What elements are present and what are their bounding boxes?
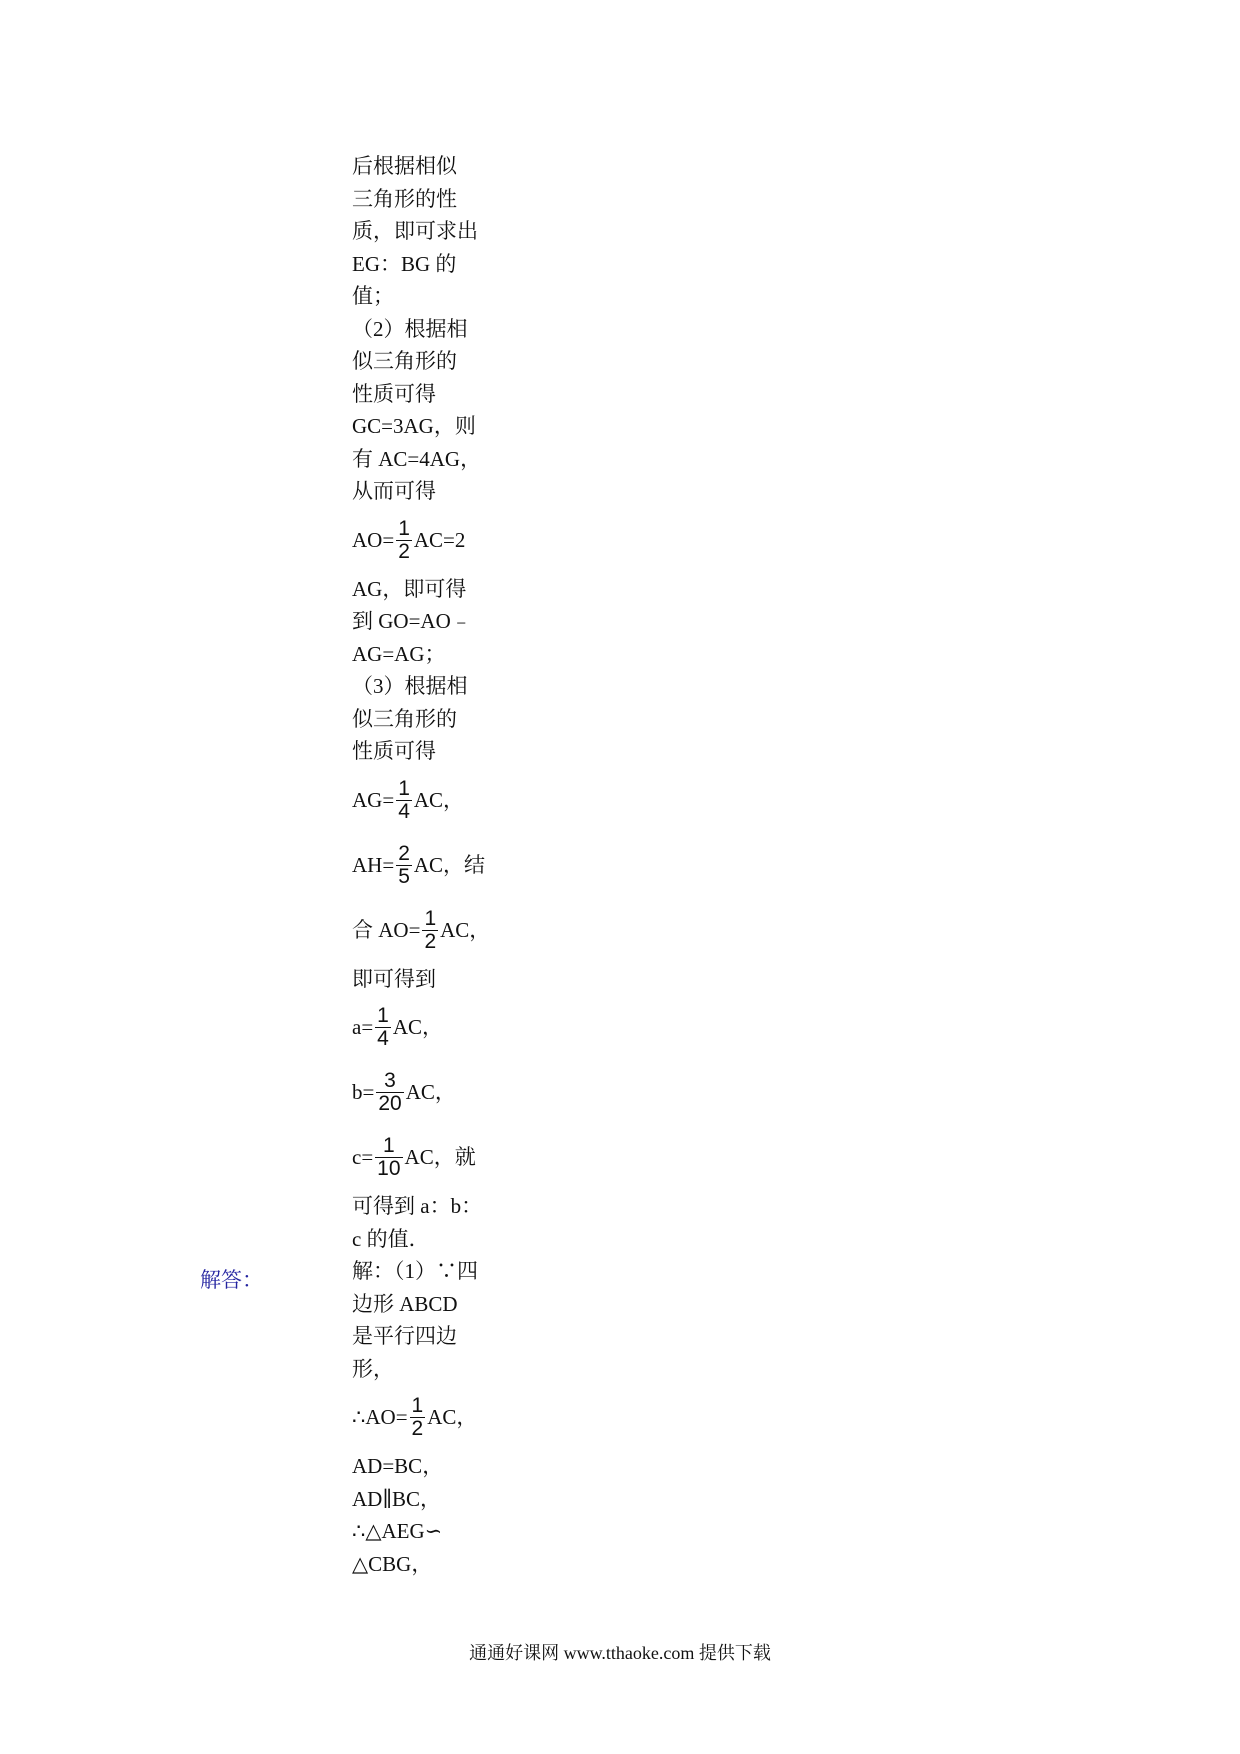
text-line: ∴△AEG∽ <box>352 1519 443 1543</box>
formula-suffix: AC， <box>440 917 491 942</box>
fraction <box>396 778 412 823</box>
denominator: 5 <box>398 864 410 888</box>
formula-line <box>352 995 502 1060</box>
denominator: 2 <box>424 929 437 953</box>
text-line: 是平行四边 <box>352 1324 457 1348</box>
text-line: 有 AC=4AG， <box>352 446 482 471</box>
formula-prefix: a= <box>352 1015 374 1039</box>
denominator: 20 <box>378 1092 402 1115</box>
numerator: 1 <box>411 1394 424 1417</box>
formula-prefix: 合 AO= <box>352 917 421 942</box>
footer-text: 通通好课网 www.tthaoke.com 提供下载 <box>469 1643 771 1663</box>
fraction <box>376 1070 403 1115</box>
text-line: 形， <box>352 1356 394 1381</box>
text-line: △CBG， <box>352 1551 433 1576</box>
fraction <box>375 1135 402 1180</box>
text-line: 似三角形的 <box>352 349 457 373</box>
fraction <box>396 518 412 563</box>
numerator: 1 <box>398 776 410 800</box>
text-line: 性质可得 <box>352 739 436 763</box>
fraction <box>396 843 412 888</box>
formula-line <box>352 1385 502 1450</box>
formula-prefix: AO= <box>352 527 395 552</box>
text-line: 从而可得 <box>352 479 436 503</box>
text-line: 似三角形的 <box>352 706 457 731</box>
formula-prefix: AG= <box>352 787 395 812</box>
denominator: 4 <box>398 799 410 823</box>
text-line: 解：（1）∵四 <box>352 1259 478 1283</box>
text-line: EG：BG 的 <box>352 251 457 276</box>
text-line: 后根据相似 <box>352 154 457 178</box>
numerator: 1 <box>377 1004 389 1027</box>
formula-line <box>352 508 502 573</box>
text-line: 边形 ABCD <box>352 1291 458 1316</box>
formula-prefix: c= <box>352 1145 374 1169</box>
denominator: 10 <box>377 1157 401 1180</box>
numerator: 2 <box>398 841 410 865</box>
formula-line <box>352 768 502 833</box>
denominator: 2 <box>411 1417 424 1440</box>
numerator: 1 <box>398 516 410 540</box>
text-line: （3）根据相 <box>352 674 468 698</box>
formula-suffix: AC，就 <box>404 1145 476 1169</box>
formula-suffix: AC=2 <box>413 527 466 552</box>
text-line: AD∥BC， <box>352 1486 442 1511</box>
formula-suffix: AC，结 <box>413 852 486 877</box>
text-line: AG，即可得 <box>352 576 467 601</box>
denominator: 4 <box>377 1027 389 1050</box>
numerator: 3 <box>384 1069 396 1092</box>
formula-prefix: b= <box>352 1080 375 1104</box>
text-line: AD=BC， <box>352 1454 444 1478</box>
formula-prefix: AH= <box>352 852 395 877</box>
formula-line <box>352 833 502 898</box>
formula-suffix: AC， <box>392 1015 444 1039</box>
formula-line <box>352 1060 502 1125</box>
text-line: GC=3AG，则 <box>352 414 476 438</box>
solution-column <box>352 150 502 1580</box>
text-line: c 的值． <box>352 1226 430 1251</box>
numerator: 1 <box>383 1134 395 1157</box>
text-line: 质，即可求出 <box>352 219 478 243</box>
fraction <box>410 1395 426 1440</box>
text-line: 性质可得 <box>352 381 436 406</box>
text-line: 三角形的性 <box>352 186 457 211</box>
text-line: （2）根据相 <box>352 316 468 341</box>
text-line: 可得到 a：b： <box>352 1194 483 1218</box>
text-line: 即可得到 <box>352 966 436 991</box>
formula-suffix: AC， <box>413 787 465 812</box>
text-line: 值； <box>352 284 394 308</box>
denominator: 2 <box>398 539 410 563</box>
formula-suffix: AC， <box>427 1405 478 1429</box>
formula-line <box>352 1125 502 1190</box>
fraction <box>422 908 438 953</box>
formula-line <box>352 898 502 963</box>
formula-prefix: ∴AO= <box>352 1405 408 1429</box>
formula-suffix: AC， <box>405 1080 456 1104</box>
answer-label: 解答： <box>200 1268 263 1292</box>
text-line: 到 GO=AO﹣ <box>352 609 472 633</box>
text-line: AG=AG； <box>352 641 446 666</box>
numerator: 1 <box>424 906 437 930</box>
fraction <box>375 1005 391 1050</box>
